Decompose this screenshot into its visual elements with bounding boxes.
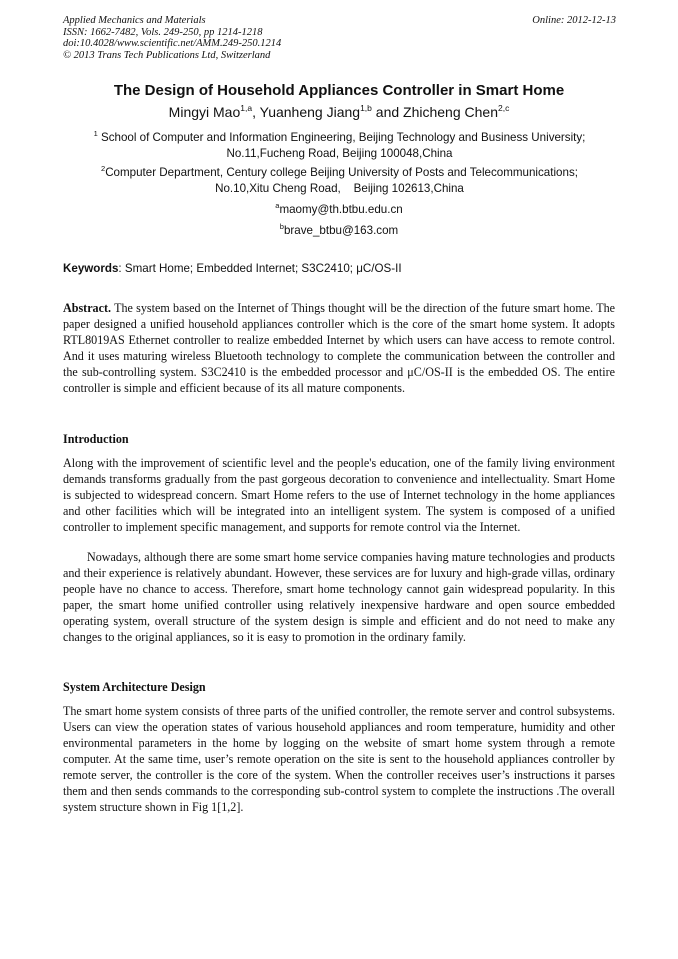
journal-header xyxy=(63,15,616,61)
abstract xyxy=(63,300,615,396)
abstract-text: The system based on the Internet of Things thought will be the direction of the future smart home. The paper designed a unified household appliances controller which is the core of the smart home system. It adopts RTL8019AS Ethernet controller to realize embedded Internet by which users can have access to remote control. And it uses maturing wireless Bluetooth technology to complete the communication between the controller and the sub-controlling system. S3C2410 is the embedded processor and μC/OS-II is the embedded OS. The entire controller is simple and efficient because of its all mature components. xyxy=(63,301,615,395)
architecture-heading: System Architecture Design xyxy=(63,680,206,694)
email-a: $^a$maomy@th.btbu.edu.cn xyxy=(275,201,403,216)
introduction-paragraph-1: Along with the improvement of scientific level and the people's education, one of the family living environment demands transforms gradually from the past gorgeous decoration to convenience and intellectuality. Smart Home is subjected to widespread concern. Smart Home refers to the use of Internet technology in the home appliances and other facilities which will be integrated into an intelligent system. The system is composed of a unified controller to implement specific management, and supports for remote control via the Internet. xyxy=(63,456,615,534)
doi-line: doi:10.4028/www.scientific.net/AMM.249-250.1214 xyxy=(63,38,282,49)
author-sup: 2,c xyxy=(497,103,510,113)
affiliation-2: $^2$Computer Department, Century college Beijing University of Posts and Telecommunications; No.10,Xitu Cheng Road, Beijing 102613,China xyxy=(101,164,578,195)
author-list: Mingyi Mao$^{1,a}$, Yuanheng Jiang$^{1,b}$ and Zhicheng Chen$^{2,c}$ xyxy=(168,103,510,120)
paper-title: The Design of Household Appliances Controller in Smart Home xyxy=(113,82,565,99)
issn-line: ISSN: 1662-7482, Vols. 249-250, pp 1214-1218 xyxy=(63,26,263,38)
email-link[interactable]: maomy@th.btbu.edu.cn xyxy=(279,203,403,216)
keywords-text: : Smart Home; Embedded Internet; S3C2410; μC/OS-II xyxy=(118,262,402,275)
author-sup: 1,b xyxy=(360,103,372,113)
introduction-paragraph-2: Nowadays, although there are some smart home service companies having mature technologies and products and their experience is relatively abundant. However, these services are for luxury and high-grade villas, ordinary people have no chance to access. Therefore, smart home technology cannot gain widespread popularity. In this paper, the smart home unified controller using relatively inexpensive hardware and open source embedded operating system, overall structure of the system design is simple and efficient and do not need to make any changes to the original appliances, so it is easy to promotion in the ordinary family. xyxy=(63,550,615,644)
copyright-line: © 2013 Trans Tech Publications Ltd, Switzerland xyxy=(63,49,271,61)
author-name: Zhicheng Chen xyxy=(403,104,498,120)
online-date: Online: 2012-12-13 xyxy=(532,15,616,26)
author-sup: 1,a xyxy=(240,103,253,113)
journal-name: Applied Mechanics and Materials xyxy=(63,15,206,26)
author-name: Yuanheng Jiang xyxy=(259,104,361,120)
author-name: Mingyi Mao xyxy=(168,104,241,120)
architecture-paragraph-1: The smart home system consists of three parts of the unified controller, the remote server and control subsystems. Users can view the operation states of various household appliances and room temperature, humidity and other environmental parameters in the home by logging on the website of smart home system through a remote computer. At the same time, user’s remote operation on the site is sent to the household appliances controller by remote server, the controller is the core of the system. When the controller receives user’s instructions it parses them and then sends commands to the corresponding sub-control system to complete the instructions .The overall system structure shown in Fig 1[1,2]. xyxy=(63,704,615,814)
keywords xyxy=(63,262,616,275)
affiliation-1: $^1$ School of Computer and Information Engineering, Beijing Technology and Business University; No.11,Fucheng Road, Beijing 100048,China xyxy=(93,129,586,160)
email-b: $^b$brave_btbu@163.com xyxy=(279,222,399,237)
abstract-label: Abstract. xyxy=(63,301,112,315)
email-link[interactable]: brave_btbu@163.com xyxy=(283,224,399,237)
keywords-label: Keywords xyxy=(63,262,119,275)
introduction-heading: Introduction xyxy=(63,432,129,446)
